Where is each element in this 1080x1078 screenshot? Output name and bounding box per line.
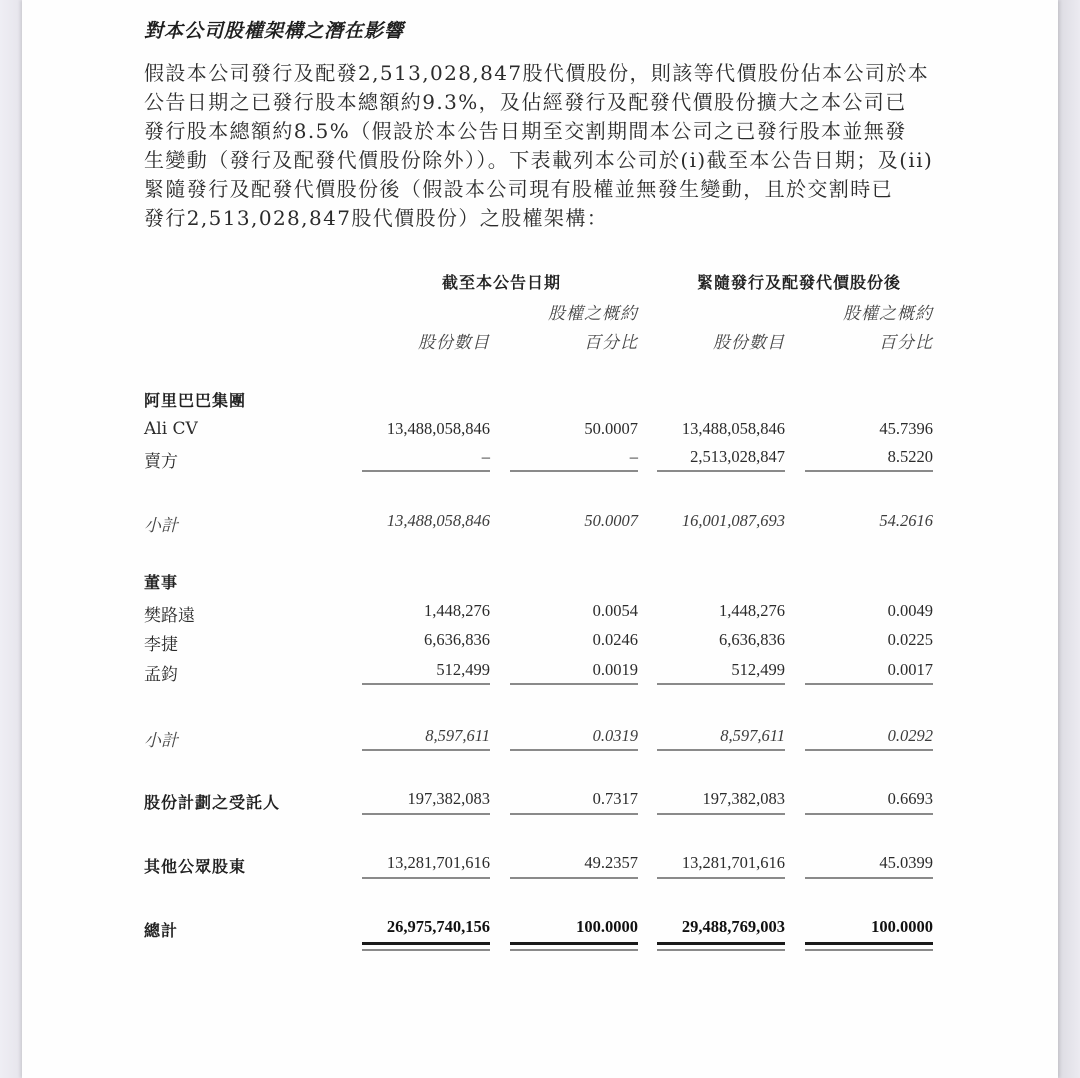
cell-shares: 197,382,083 bbox=[702, 789, 785, 808]
cell-percent: 45.0399 bbox=[879, 853, 933, 872]
cell-percent: 0.6693 bbox=[887, 789, 933, 808]
cell-percent: 50.0007 bbox=[584, 511, 638, 530]
underline-rule bbox=[510, 749, 638, 751]
cell-shares: 2,513,028,847 bbox=[690, 447, 785, 466]
cell-percent: 0.0049 bbox=[887, 601, 933, 620]
paragraph-line: 公告日期之已發行股本總額約9.3%，及佔經發行及配發代價股份擴大之本公司已 bbox=[144, 90, 907, 114]
paragraph-line: 發行2,513,028,847股代價股份）之股權架構： bbox=[144, 206, 609, 230]
underline-rule bbox=[805, 470, 933, 472]
double-underline-rule bbox=[362, 949, 490, 951]
row-label: 小計 bbox=[144, 516, 178, 536]
cell-percent: 0.0246 bbox=[592, 630, 638, 649]
cell-percent: 0.0017 bbox=[887, 660, 933, 679]
viewer-left-margin bbox=[0, 0, 22, 1078]
cell-percent: 0.0292 bbox=[887, 726, 933, 745]
cell-percent: 45.7396 bbox=[879, 419, 933, 438]
row-label: 股份計劃之受託人 bbox=[144, 793, 281, 812]
cell-shares: 1,448,276 bbox=[424, 601, 490, 620]
double-underline-rule bbox=[510, 949, 638, 951]
double-underline-rule bbox=[657, 949, 785, 951]
column-header-percent: 百分比 bbox=[879, 333, 933, 353]
cell-shares: – bbox=[481, 447, 490, 466]
row-label: 小計 bbox=[144, 731, 178, 751]
cell-percent: 8.5220 bbox=[887, 447, 933, 466]
underline-rule bbox=[510, 683, 638, 685]
cell-shares: 13,488,058,846 bbox=[386, 511, 490, 530]
cell-percent: 0.7317 bbox=[592, 789, 638, 808]
section-heading-directors: 董事 bbox=[144, 573, 179, 592]
cell-shares: 26,975,740,156 bbox=[386, 917, 490, 936]
cell-shares: 13,281,701,616 bbox=[681, 853, 785, 872]
cell-shares: 1,448,276 bbox=[719, 601, 785, 620]
cell-percent: 54.2616 bbox=[879, 511, 933, 530]
underline-rule bbox=[362, 749, 490, 751]
column-header-shares: 股份數目 bbox=[418, 333, 490, 353]
row-label: 其他公眾股東 bbox=[144, 857, 247, 876]
double-underline-rule bbox=[362, 942, 490, 945]
underline-rule bbox=[510, 877, 638, 879]
underline-rule bbox=[362, 877, 490, 879]
row-label: 樊路遠 bbox=[144, 606, 195, 626]
double-underline-rule bbox=[805, 942, 933, 945]
underline-rule bbox=[657, 683, 785, 685]
cell-shares: 512,499 bbox=[436, 660, 490, 679]
section-heading-alibaba: 阿里巴巴集團 bbox=[144, 391, 247, 410]
double-underline-rule bbox=[510, 942, 638, 945]
underline-rule bbox=[805, 749, 933, 751]
row-label: 李捷 bbox=[144, 635, 178, 655]
cell-percent: 0.0054 bbox=[592, 601, 638, 620]
column-header-percent-line1: 股權之概約 bbox=[843, 304, 933, 324]
viewer-right-margin bbox=[1058, 0, 1080, 1078]
underline-rule bbox=[805, 683, 933, 685]
row-label: 孟鈞 bbox=[144, 665, 178, 685]
cell-percent: 50.0007 bbox=[584, 419, 638, 438]
underline-rule bbox=[362, 813, 490, 815]
cell-percent: 0.0019 bbox=[592, 660, 638, 679]
cell-shares: 29,488,769,003 bbox=[681, 917, 785, 936]
column-header-shares: 股份數目 bbox=[713, 333, 785, 353]
underline-rule bbox=[362, 470, 490, 472]
cell-shares: 8,597,611 bbox=[425, 726, 490, 745]
row-label: 總計 bbox=[144, 921, 179, 940]
underline-rule bbox=[805, 877, 933, 879]
paragraph-line: 緊隨發行及配發代價股份後（假設本公司現有股權並無發生變動，且於交割時已 bbox=[144, 177, 893, 201]
underline-rule bbox=[510, 470, 638, 472]
cell-shares: 6,636,836 bbox=[719, 630, 785, 649]
cell-percent: – bbox=[629, 447, 638, 466]
cell-percent: 49.2357 bbox=[584, 853, 638, 872]
underline-rule bbox=[657, 749, 785, 751]
cell-shares: 16,001,087,693 bbox=[681, 511, 785, 530]
cell-percent: 100.0000 bbox=[576, 917, 638, 936]
underline-rule bbox=[805, 813, 933, 815]
cell-shares: 197,382,083 bbox=[407, 789, 490, 808]
double-underline-rule bbox=[805, 949, 933, 951]
row-label: 賣方 bbox=[144, 452, 178, 472]
paragraph-line: 生變動（發行及配發代價股份除外））。下表載列本公司於(i)截至本公告日期；及(ii) bbox=[144, 148, 934, 172]
underline-rule bbox=[362, 683, 490, 685]
paragraph-line: 發行股本總額約8.5%（假設於本公告日期至交割期間本公司之已發行股本並無發 bbox=[144, 119, 907, 143]
underline-rule bbox=[510, 813, 638, 815]
cell-percent: 0.0319 bbox=[592, 726, 638, 745]
row-label: Ali CV bbox=[144, 419, 198, 439]
underline-rule bbox=[657, 877, 785, 879]
paragraph-line: 假設本公司發行及配發2,513,028,847股代價股份，則該等代價股份佔本公司於本 bbox=[144, 61, 930, 85]
double-underline-rule bbox=[657, 942, 785, 945]
underline-rule bbox=[657, 470, 785, 472]
group-header-after-issuance: 緊隨發行及配發代價股份後 bbox=[697, 273, 902, 292]
cell-shares: 13,488,058,846 bbox=[681, 419, 785, 438]
underline-rule bbox=[657, 813, 785, 815]
cell-percent: 100.0000 bbox=[871, 917, 933, 936]
column-header-percent: 百分比 bbox=[584, 333, 638, 353]
cell-shares: 13,488,058,846 bbox=[386, 419, 490, 438]
cell-shares: 13,281,701,616 bbox=[386, 853, 490, 872]
group-header-as-of-date: 截至本公告日期 bbox=[442, 273, 562, 292]
section-title: 對本公司股權架構之潛在影響 bbox=[144, 20, 405, 42]
column-header-percent-line1: 股權之概約 bbox=[548, 304, 638, 324]
cell-shares: 8,597,611 bbox=[720, 726, 785, 745]
cell-percent: 0.0225 bbox=[887, 630, 933, 649]
cell-shares: 6,636,836 bbox=[424, 630, 490, 649]
cell-shares: 512,499 bbox=[731, 660, 785, 679]
